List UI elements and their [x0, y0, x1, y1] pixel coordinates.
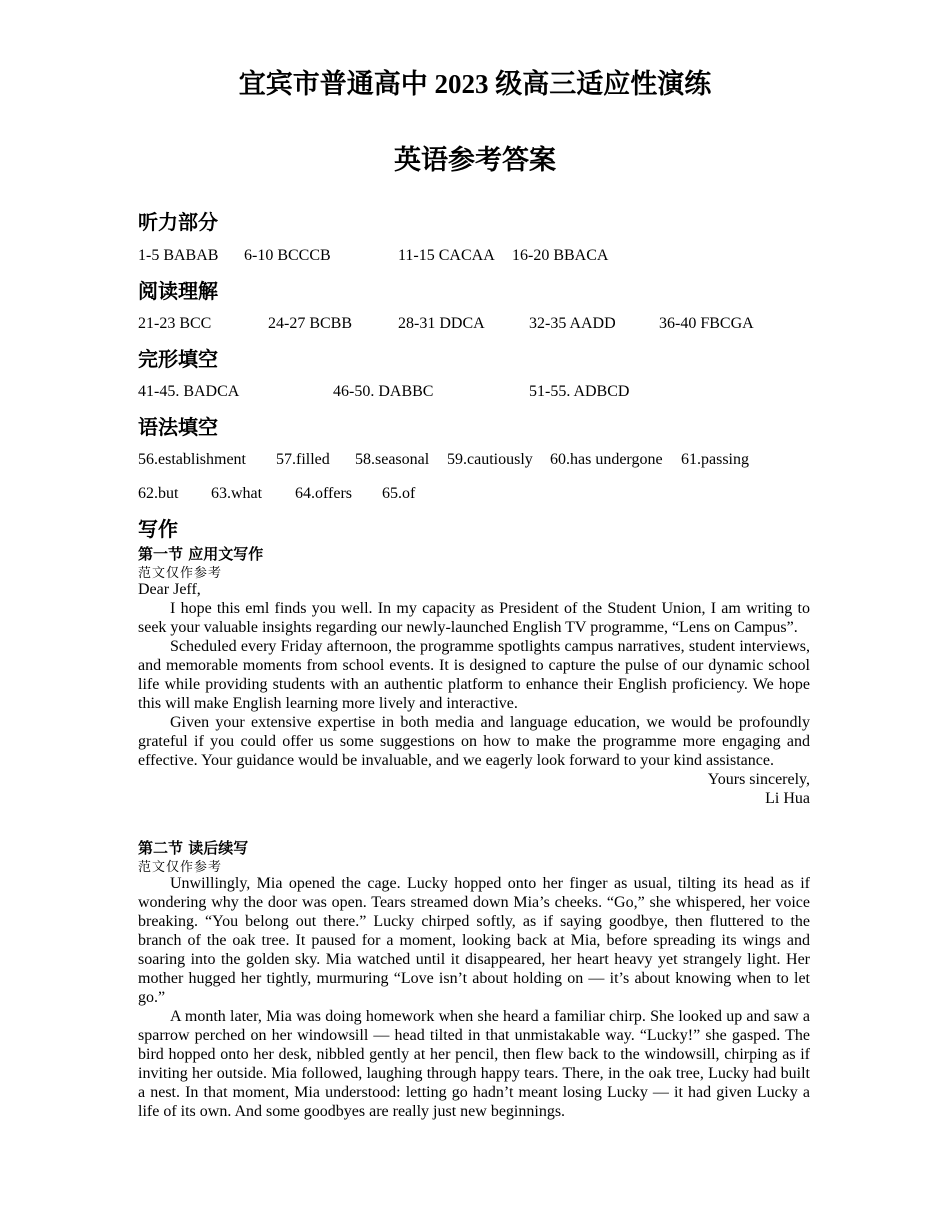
- document-subtitle: 英语参考答案: [394, 145, 556, 175]
- answer-group: 41-45. BADCA: [138, 383, 240, 400]
- answer-group: 21-23 BCC: [138, 315, 212, 332]
- listening-heading: 听力部分: [138, 210, 218, 234]
- answer-item: 59.cautiously: [447, 451, 533, 468]
- grammar-answers-row2: [138, 485, 810, 505]
- answer-item: 58.seasonal: [355, 451, 430, 468]
- answer-group: 6-10 BCCCB: [244, 247, 331, 264]
- answer-group: 16-20 BBACA: [512, 247, 609, 264]
- story-paragraph: Unwillingly, Mia opened the cage. Lucky hopped onto her finger as usual, tilting its head as if wondering why the door was open. Tears streamed down Mia’s cheeks. “Go,” she whispered, her voice breaking. “You belong out there.” Lucky chirped softly, as if saying goodbye, then fluttered to the branch of the oak tree. It paused for a moment, looking back at Mia, before spreading its wings and soaring into the golden sky. Mia watched until it disappeared, her heart heavy yet strangely light. Her mother hugged her tightly, murmuring “Love isn’t about holding on — it’s about knowing when to let go.”: [138, 875, 810, 1006]
- answer-group: 51-55. ADBCD: [529, 383, 630, 400]
- writing-part1-heading: 第一节 应用文写作: [138, 545, 264, 563]
- answer-item: 60.has undergone: [550, 451, 663, 468]
- sample-note: 范文仅作参考: [138, 566, 223, 581]
- listening-answers: [138, 247, 810, 267]
- answer-item: 65.of: [382, 485, 416, 502]
- letter-closing: Yours sincerely,: [707, 771, 810, 788]
- reading-answers: [138, 315, 810, 335]
- answer-item: 57.filled: [276, 451, 330, 468]
- reading-heading: 阅读理解: [138, 279, 218, 303]
- answer-group: 24-27 BCBB: [268, 315, 353, 332]
- answer-group: 28-31 DDCA: [398, 315, 485, 332]
- grammar-heading: 语法填空: [138, 415, 218, 439]
- answer-item: 63.what: [211, 485, 263, 502]
- sample-note: 范文仅作参考: [138, 860, 223, 875]
- answer-group: 46-50. DABBC: [333, 383, 434, 400]
- writing-heading: 写作: [138, 517, 178, 541]
- letter-salutation: Dear Jeff,: [138, 581, 201, 598]
- letter-paragraph: Given your extensive expertise in both media and language education, we would be profoundly grateful if you could offer us some suggestions on how to make the programme more engaging and effective. Your guidance would be invaluable, and we eagerly look forward to your kind assistance.: [138, 714, 810, 769]
- answer-item: 64.offers: [295, 485, 353, 502]
- answer-group: 36-40 FBCGA: [659, 315, 754, 332]
- answer-group: 1-5 BABAB: [138, 247, 219, 264]
- letter-paragraph: I hope this eml finds you well. In my capacity as President of the Student Union, I am writing to seek your valuable insights regarding our newly-launched English TV programme, “Lens on Campus”.: [138, 600, 810, 636]
- grammar-answers-row1: [138, 451, 810, 471]
- sample-continuation: [138, 874, 810, 1121]
- letter-paragraph: Scheduled every Friday afternoon, the programme spotlights campus narratives, student interviews, and memorable moments from school events. It is designed to capture the pulse of our dynamic school life while providing students with an authentic platform to enhance their English proficiency. We hope this will make English learning more lively and interactive.: [138, 638, 810, 712]
- cloze-heading: 完形填空: [138, 347, 218, 371]
- letter-signature: Li Hua: [765, 790, 810, 807]
- document-title: 宜宾市普通高中 2023 级高三适应性演练: [238, 69, 712, 99]
- writing-part2-heading: 第二节 读后续写: [138, 839, 249, 857]
- answer-group: 32-35 AADD: [529, 315, 616, 332]
- answer-item: 56.establishment: [138, 451, 246, 468]
- answer-group: 11-15 CACAA: [398, 247, 495, 264]
- answer-item: 61.passing: [681, 451, 749, 468]
- sample-letter: [138, 580, 810, 808]
- story-paragraph: A month later, Mia was doing homework when she heard a familiar chirp. She looked up and saw a sparrow perched on her windowsill — head tilted in that unmistakable way. “Lucky!” she gasped. The bird hopped onto her desk, nibbled gently at her pencil, then flew back to the windowsill, chirping as if inviting her outside. Mia followed, laughing through happy tears. There, in the oak tree, Lucky had built a nest. In that moment, Mia understood: letting go hadn’t meant losing Lucky — it had given Lucky a life of its own. And some goodbyes are really just new beginnings.: [138, 1008, 810, 1120]
- answer-item: 62.but: [138, 485, 179, 502]
- cloze-answers: [138, 383, 810, 403]
